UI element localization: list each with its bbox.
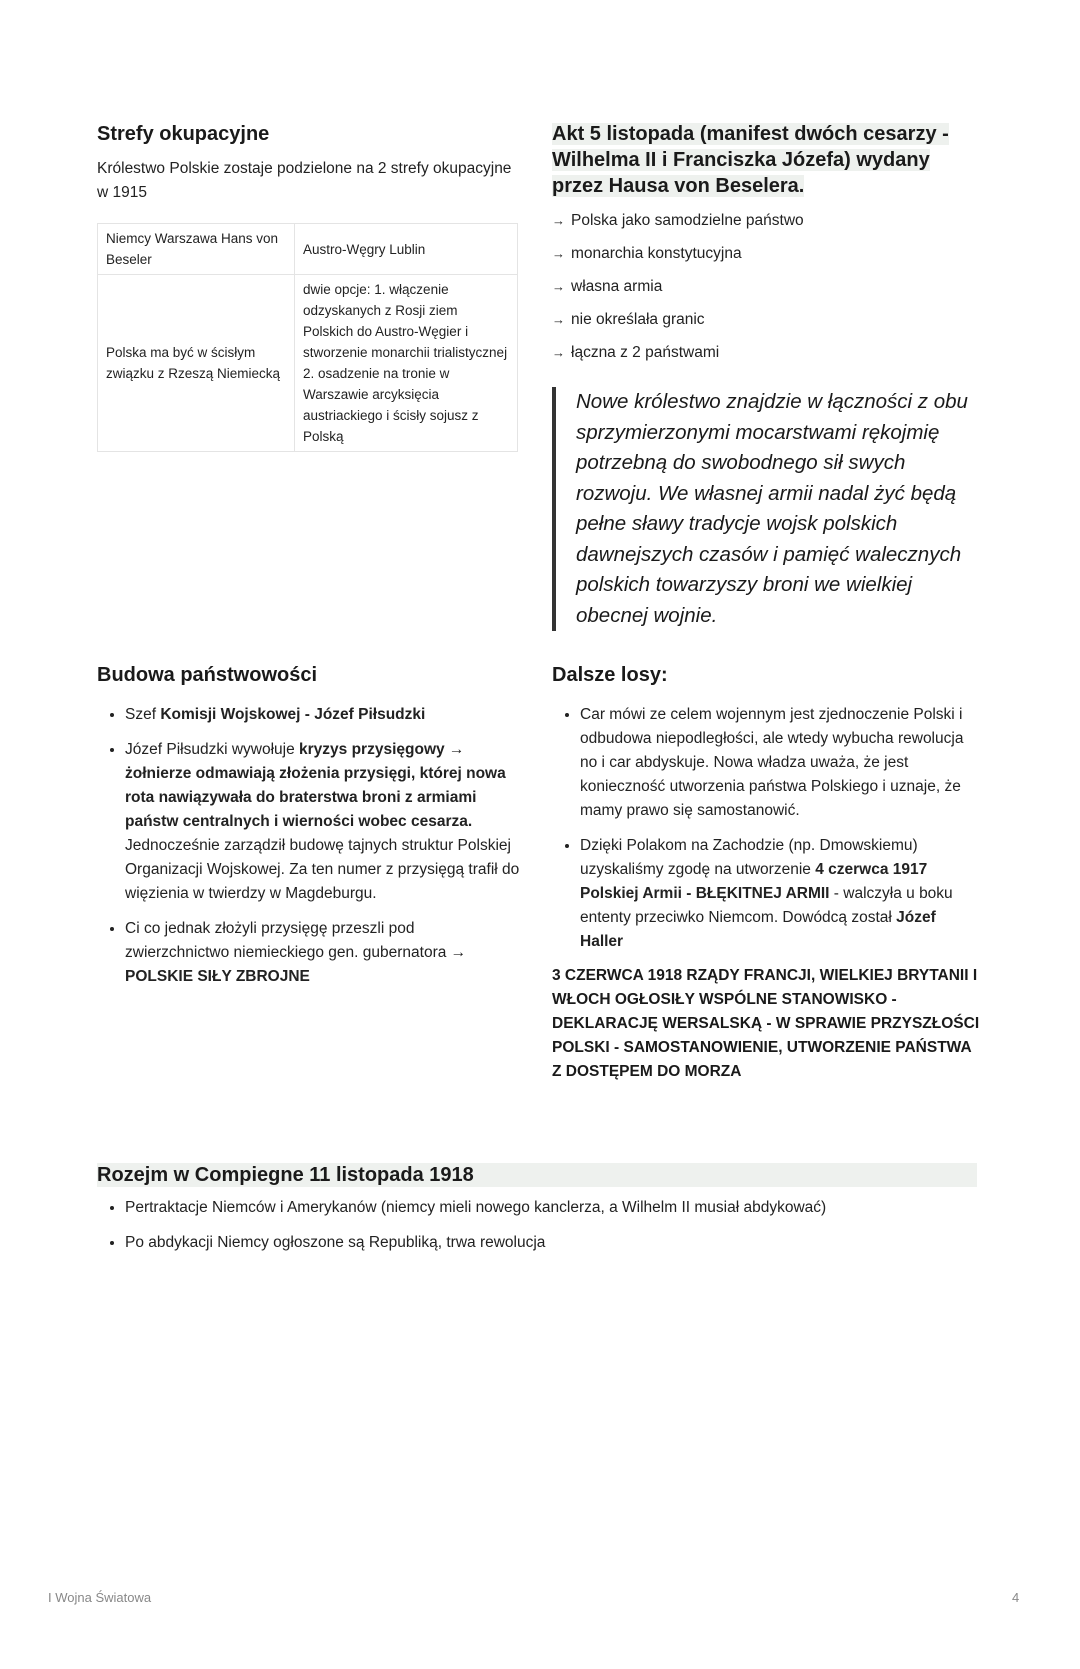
further-fate-list <box>552 702 982 954</box>
act-section <box>552 121 982 631</box>
table-cell: Austro-Węgry Lublin <box>295 224 518 275</box>
occupation-zones-heading: Strefy okupacyjne <box>97 123 270 145</box>
list-item: • Ci co jednak złożyli przysięgę przeszli pod zwierzchnictwo niemieckiego gen. gubernatora → POLSKIE SIŁY ZBROJNE <box>125 916 522 989</box>
arrow-icon: → <box>552 312 565 327</box>
occupation-zones-section <box>97 121 522 452</box>
list-item: → nie określała granic <box>552 311 705 328</box>
table-cell: Niemcy Warszawa Hans von Beseler <box>98 224 295 275</box>
list-item: • Dzięki Polakom na Zachodzie (np. Dmowskiemu) uzyskaliśmy zgodę na utworzenie 4 czerwca 1917 Polskiej Armii - BŁĘKITNEJ ARMII - walczyła u boku ententy przeciwko Niemcom. Dowódcą został Józef Haller <box>580 833 982 954</box>
table-cell: dwie opcje: 1. włączenie odzyskanych z Rosji ziem Polskich do Austro-Węgier i stworzenie monarchii trialistycznej 2. osadzenie na tronie w Warszawie arcyksięcia austriackiego i ścisły sojusz z Polską <box>295 275 518 452</box>
table-row <box>98 275 518 452</box>
arrow-icon: → <box>552 279 565 294</box>
armistice-list <box>97 1195 977 1255</box>
act-points-list <box>552 211 982 363</box>
armistice-section <box>97 1163 977 1265</box>
list-item: → monarchia konstytucyjna <box>552 245 742 262</box>
list-item: → Polska jako samodzielne państwo <box>552 212 804 229</box>
arrow-icon: → <box>552 213 565 228</box>
versailles-declaration: 3 CZERWCA 1918 RZĄDY FRANCJI, WIELKIEJ BRYTANII I WŁOCH OGŁOSIŁY WSPÓLNE STANOWISKO - DEKLARACJĘ WERSALSKĄ - W SPRAWIE PRZYSZŁOŚCI POLSKI - SAMOSTANOWIENIE, UTWORZENIE PAŃSTWA Z DOSTĘPEM DO MORZA <box>552 967 980 1080</box>
armistice-heading: Rozejm w Compiegne 11 listopada 1918 <box>97 1164 474 1186</box>
list-item: → własna armia <box>552 278 663 295</box>
act-heading <box>552 121 962 199</box>
table-row <box>98 224 518 275</box>
arrow-icon: → <box>552 246 565 261</box>
statehood-list <box>97 702 522 989</box>
act-heading-text: Akt 5 listopada (manifest dwóch cesarzy - Wilhelma II i Franciszka Józefa) wydany przez Hausa von Beselera. <box>552 123 949 197</box>
occupation-zones-table <box>97 223 518 452</box>
list-item: • Pertraktacje Niemców i Amerykanów (niemcy mieli nowego kanclerza, a Wilhelm II musiał abdykować) <box>125 1195 977 1220</box>
occupation-zones-intro: Królestwo Polskie zostaje podzielone na 2 strefy okupacyjne w 1915 <box>97 160 512 201</box>
page-number: 4 <box>1012 1590 1020 1605</box>
arrow-icon: → <box>552 345 565 360</box>
manifest-quote: Nowe królestwo znajdzie w łączności z obu sprzymierzonymi mocarstwami rękojmię potrzebną do swobodnego sił swych rozwoju. We własnej armii nadal żyć będą pełne sławy tradycje wojsk polskich dawnejszych czasów i pamięć walecznych polskich towarzyszy broni we wielkiej obecnej wojnie. <box>552 387 982 631</box>
list-item: • Józef Piłsudzki wywołuje kryzys przysięgowy → żołnierze odmawiają złożenia przysięgi, której nowa rota nawiązywała do braterstwa broni z armiami państw centralnych i wierności wobec cesarza. Jednocześnie zarządził budowę tajnych struktur Polskiej Organizacji Wojskowej. Za ten numer z przysięgą trafił do więzienia w twierdzy w Magdeburgu. <box>125 737 522 906</box>
further-fate-section <box>552 662 982 1084</box>
statehood-section <box>97 662 522 999</box>
table-cell: Polska ma być w ścisłym związku z Rzeszą Niemiecką <box>98 275 295 452</box>
list-item: • Car mówi ze celem wojennym jest zjednoczenie Polski i odbudowa niepodległości, ale wtedy wybucha rewolucja no i car abdyskuje. Nowa władza uważa, że jest konieczność utworzenia państwa Polskiego i uznaje, że mamy prawo się samostanowić. <box>580 702 982 823</box>
statehood-heading: Budowa państwowości <box>97 664 318 686</box>
list-item: → łączna z 2 państwami <box>552 344 720 361</box>
armistice-heading-bar <box>97 1163 977 1187</box>
footer-title: I Wojna Światowa <box>48 1590 152 1605</box>
further-fate-heading: Dalsze losy: <box>552 664 668 686</box>
list-item: • Szef Komisji Wojskowej - Józef Piłsudzki <box>125 702 522 727</box>
list-item: • Po abdykacji Niemcy ogłoszone są Republiką, trwa rewolucja <box>125 1230 977 1255</box>
